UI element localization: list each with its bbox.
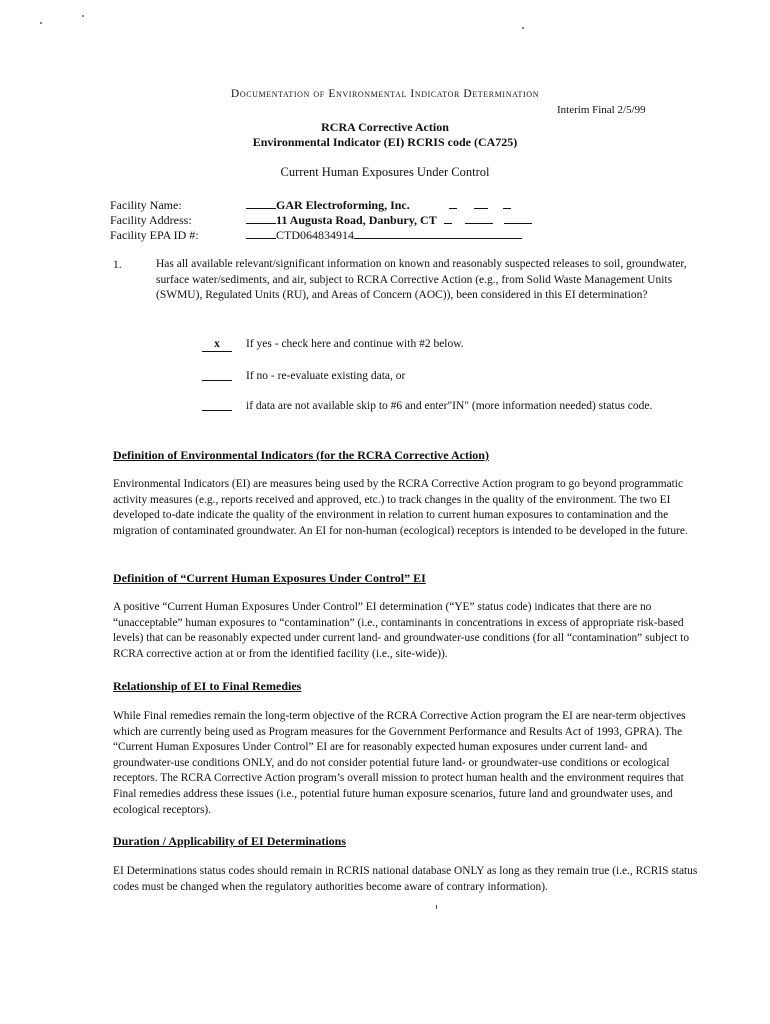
question-text: Has all available relevant/significant information on known and reasonably suspected releases to soil, groundwater, surface water/sediments, and air, subject to RCRA Corrective Action (e.g., from Solid Waste Management Units (SWMU), Regulated Units (RU), and Areas of Concern (AOC)), been considered in this EI determination?: [156, 258, 687, 301]
subject-title: Current Human Exposures Under Control: [280, 165, 490, 179]
program-title: RCRA Corrective Action: [321, 120, 449, 134]
option-no-checkbox[interactable]: [202, 370, 232, 384]
facility-address-value: 11 Augusta Road, Danbury, CT: [276, 213, 437, 227]
section-heading-ei-definition: Definition of Environmental Indicators (for the RCRA Corrective Action): [113, 448, 489, 462]
facility-name-label: Facility Name:: [110, 198, 182, 212]
section-heading-final-remedies: Relationship of EI to Final Remedies: [113, 679, 302, 693]
facility-epa-id-label: Facility EPA ID #:: [110, 228, 199, 242]
interim-final-date: Interim Final 2/5/99: [557, 104, 646, 116]
facility-name-field: [246, 198, 511, 213]
option-no-data-text: if data are not available skip to #6 and enter"IN" (more information needed) status code.: [246, 400, 653, 412]
facility-epa-id-field: [246, 228, 522, 243]
option-no-mark: [202, 370, 232, 381]
scan-speck: [40, 22, 42, 24]
option-yes-checkbox[interactable]: [202, 338, 232, 352]
section-body-final-remedies: While Final remedies remain the long-term objective of the RCRA Corrective Action program the EI are near-term objectives which are currently being used as Program measures for the Government Performance and Results Act of 1993, GPRA). The “Current Human Exposures Under Control” EI are for reasonably expected human exposures under current land- and groundwater-use conditions ONLY, and do not consider potential future land- or groundwater-use conditions or ecological receptors. The RCRA Corrective Action program’s overall mission to protect human health and the environment requires that Final remedies address these issues (i.e., potential future human exposure scenarios, future land and groundwater uses, and ecological receptors).: [113, 710, 686, 816]
option-no-text: If no - re-evaluate existing data, or: [246, 370, 406, 382]
indicator-title: Environmental Indicator (EI) RCRIS code (CA725): [252, 135, 518, 149]
facility-address-field: [246, 213, 532, 228]
option-yes-mark: x: [202, 338, 232, 352]
option-no-data-mark: [202, 400, 232, 411]
section-body-duration: EI Determinations status codes should remain in RCRIS national database ONLY as long as they remain true (i.e., RCRIS status codes must be changed when the regulatory authorities become aware of contrary information).: [113, 865, 698, 893]
option-yes-text: If yes - check here and continue with #2 below.: [246, 338, 464, 350]
scan-speck: [522, 27, 524, 29]
facility-address-label: Facility Address:: [110, 213, 192, 227]
scan-mark: [436, 905, 437, 909]
document-title: Documentation of Environmental Indicator Determination: [230, 88, 540, 100]
section-body-ei-definition: Environmental Indicators (EI) are measures being used by the RCRA Corrective Action program to go beyond programmatic activity measures (e.g., reports received and approved, etc.) to track changes in the quality of the environment. The two EI developed to-date indicate the quality of the environment in relation to current human exposures to contamination and the migration of contaminated groundwater. An EI for non-human (ecological) receptors is intended to be developed in the future.: [113, 478, 688, 537]
section-body-human-exposures: A positive “Current Human Exposures Under Control” EI determination (“YE” status code) indicates that there are no “unacceptable” human exposures to “contamination” (i.e., contaminants in concentrations in excess of appropriate risk-based levels) that can be reasonably expected under current land- and groundwater-use conditions (for all “contamination” subject to RCRA corrective action at or from the identified facility (i.e., site-wide)).: [113, 601, 690, 660]
scan-speck: [82, 15, 84, 17]
section-heading-human-exposures: Definition of “Current Human Exposures Under Control” EI: [113, 571, 426, 585]
question-number: 1.: [113, 259, 122, 271]
facility-epa-id-value: CTD064834914: [276, 228, 354, 242]
section-heading-duration: Duration / Applicability of EI Determinations: [113, 834, 347, 848]
facility-name-value: GAR Electroforming, Inc.: [276, 198, 410, 212]
option-no-data-checkbox[interactable]: [202, 400, 232, 414]
